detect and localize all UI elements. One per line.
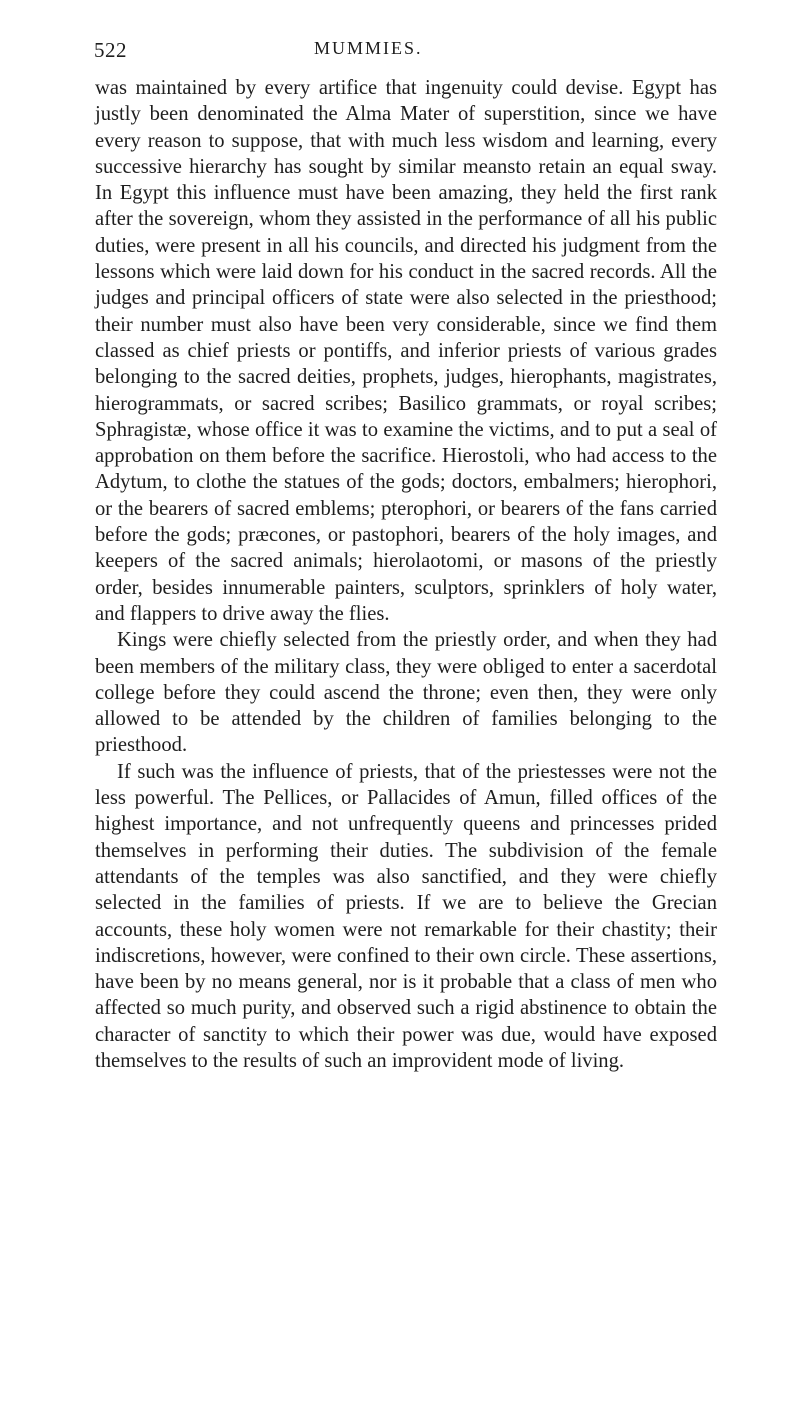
paragraph: Kings were chiefly selected from the priestly order, and when they had been members of the military class, they were obliged to enter a sacerdotal college before they could ascend the throne; even then, they were only allowed to be attended by the children of families belonging to the priesthood. (95, 629, 717, 757)
page-header (94, 38, 714, 64)
paragraph: was maintained by every artifice that ingenuity could devise. Egypt has justly been denominated the Alma Mater of superstition, since we have every reason to suppose, that with much less wisdom and learning, every successive hierarchy has sought by similar meansto retain an equal sway. In Egypt this influence must have been amazing, they held the first rank after the sovereign, whom they assisted in the performance of all his public duties, were present in all his councils, and directed his judgment from the lessons which were laid down for his conduct in the sacred records. All the judges and principal officers of state were also selected in the priesthood; their number must also have been very considerable, since we find them classed as chief priests or pontiffs, and inferior priests of various grades belonging to the sacred deities, prophets, judges, hierophants, magistrates, hierogrammats, or sacred scribes; Basilico grammats, or royal scribes; Sphragistæ, whose office it was to examine the victims, and to put a seal of approbation on them before the sacrifice. Hierostoli, who had access to the Adytum, to clothe the statues of the gods; doctors, embalmers; hierophori, or the bearers of sacred emblems; pterophori, or bearers of the fans carried before the gods; præcones, or pastophori, bearers of the holy images, and keepers of the sacred animals; hierolaotomi, or masons of the priestly order, besides innumerable painters, sculptors, sprinklers of holy water, and flappers to drive away the flies. (95, 77, 717, 625)
paragraph: If such was the influence of priests, that of the priestesses were not the less powerful. The Pellices, or Pallacides of Amun, filled offices of the highest importance, and not unfrequently queens and princesses prided themselves in performing their duties. The subdivision of the female attendants of the temples was also sanctified, and they were chiefly selected in the families of priests. If we are to believe the Grecian accounts, these holy women were not remarkable for their chastity; their indiscretions, however, were confined to their own circle. These assertions, have been by no means general, nor is it probable that a class of men who affected so much purity, and observed such a rigid abstinence to obtain the character of sanctity to which their power was due, would have exposed themselves to the results of such an improvident mode of living. (95, 760, 717, 1072)
page-number: 522 (94, 38, 127, 62)
running-head: MUMMIES. (314, 38, 423, 58)
body-text (95, 75, 717, 1074)
